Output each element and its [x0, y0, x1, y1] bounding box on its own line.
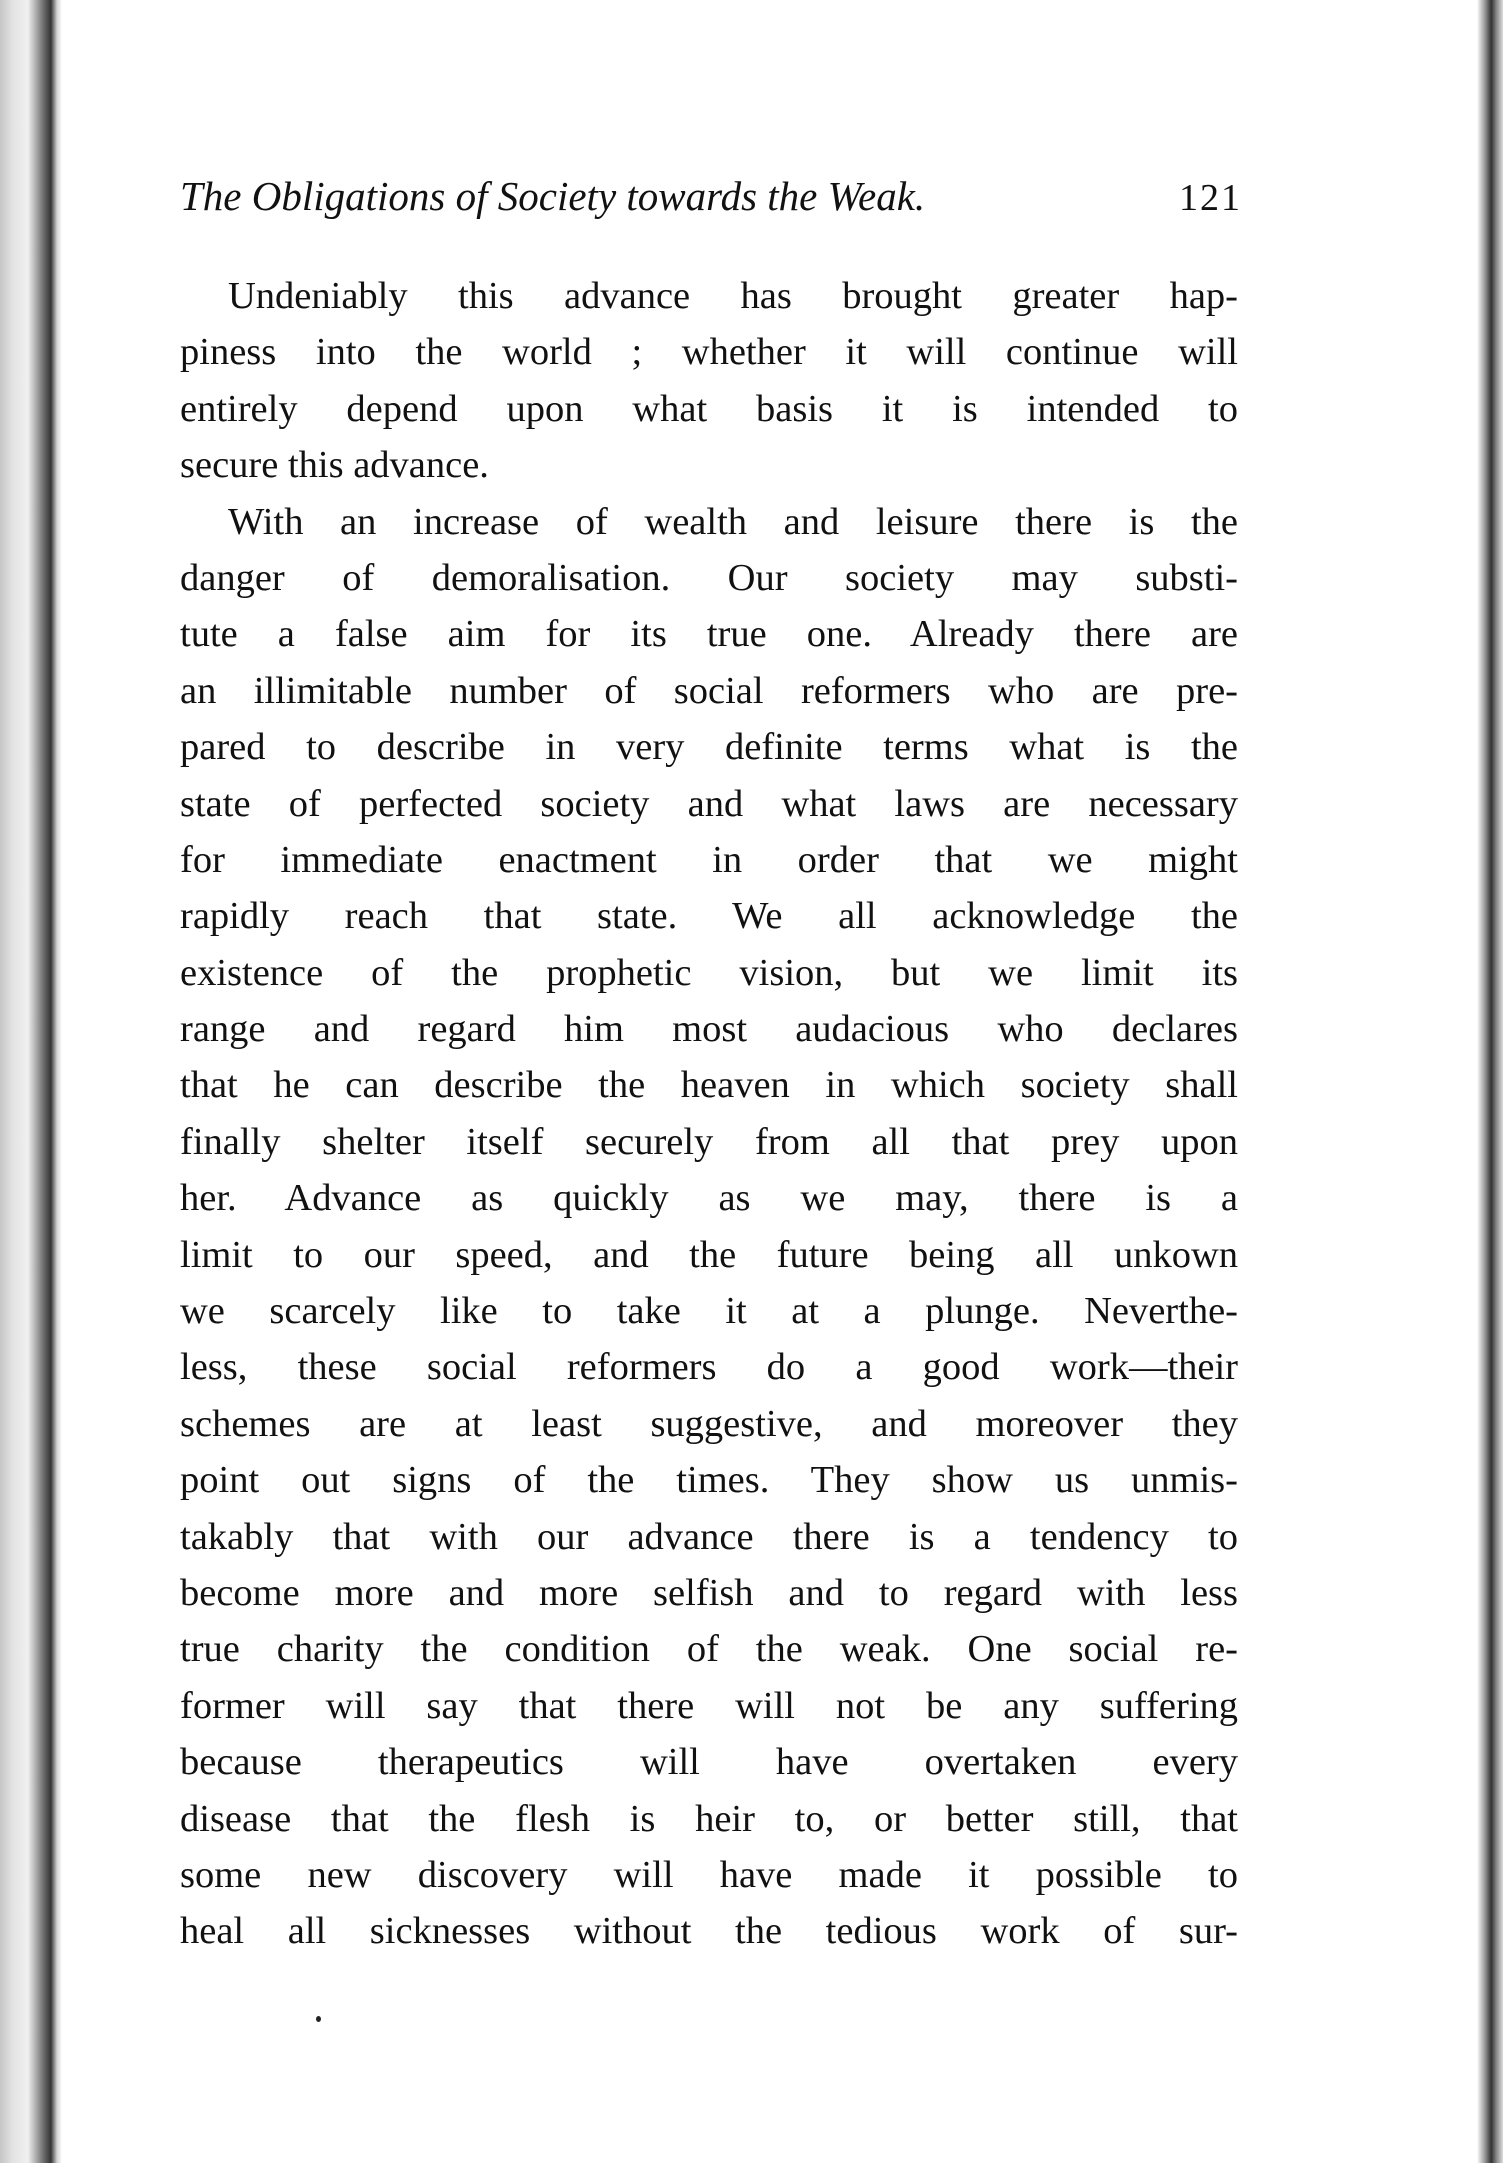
text-line-content: existence of the prophetic vision, but we limit its — [180, 951, 1238, 994]
text-line — [180, 1509, 1238, 1565]
text-line — [180, 1057, 1238, 1113]
text-line — [180, 1791, 1238, 1847]
text-line — [180, 1621, 1238, 1677]
text-line-content: some new discovery will have made it possible to — [180, 1853, 1238, 1896]
text-line-content: range and regard him most audacious who declares — [180, 1008, 1238, 1051]
text-line — [180, 324, 1238, 380]
text-line-content: state of perfected society and what laws are necessary — [180, 782, 1238, 825]
page-number: 121 — [1179, 177, 1242, 219]
text-line — [180, 437, 1238, 493]
ink-speck — [316, 2016, 321, 2022]
text-line — [180, 888, 1238, 944]
text-line-content: that he can describe the heaven in which society shall — [180, 1064, 1238, 1107]
text-line-content: rapidly reach that state. We all acknowledge the — [180, 895, 1238, 938]
body-text — [180, 268, 1238, 1960]
text-line-content: true charity the condition of the weak. One social re- — [180, 1628, 1238, 1671]
text-line — [180, 1114, 1238, 1170]
text-line-content: tute a false aim for its true one. Already there are — [180, 613, 1238, 656]
text-line — [180, 776, 1238, 832]
text-line — [180, 1339, 1238, 1395]
text-line-content: Undeniably this advance has brought greater hap- — [228, 275, 1238, 317]
text-line — [180, 663, 1238, 719]
text-line-content: her. Advance as quickly as we may, there is a — [180, 1177, 1238, 1220]
text-line-content: become more and more selfish and to regard with less — [180, 1571, 1238, 1614]
text-line — [180, 494, 1238, 550]
text-line — [180, 945, 1238, 1001]
text-line — [180, 1001, 1238, 1057]
text-line — [180, 1227, 1238, 1283]
text-line-content: takably that with our advance there is a tendency to — [180, 1515, 1238, 1558]
text-line-content: With an increase of wealth and leisure there is the — [228, 500, 1238, 543]
text-line-content: entirely depend upon what basis it is intended to — [180, 387, 1238, 430]
running-title: The Obligations of Society towards the Weak. — [180, 173, 926, 219]
text-line-content: secure this advance. — [180, 444, 489, 487]
text-line — [180, 550, 1238, 606]
text-line-content: because therapeutics will have overtaken every — [180, 1741, 1238, 1784]
page-edge-right — [1477, 0, 1503, 2163]
text-line — [180, 268, 1238, 324]
text-line-content: schemes are at least suggestive, and moreover they — [180, 1402, 1238, 1445]
text-line-content: piness into the world ; whether it will continue will — [180, 331, 1238, 374]
text-line — [180, 1452, 1238, 1508]
text-line-content: an illimitable number of social reformers who are pre- — [180, 669, 1238, 712]
text-line-content: pared to describe in very definite terms what is the — [180, 726, 1238, 769]
text-line-content: point out signs of the times. They show us unmis- — [180, 1459, 1238, 1502]
text-line — [180, 1734, 1238, 1790]
text-line — [180, 1170, 1238, 1226]
book-binding-left — [0, 0, 62, 2163]
text-line — [180, 1396, 1238, 1452]
text-line — [180, 1903, 1238, 1959]
running-header — [180, 172, 1242, 228]
text-line-content: heal all sicknesses without the tedious work of sur- — [180, 1910, 1238, 1953]
text-line-content: finally shelter itself securely from all that prey upon — [180, 1120, 1238, 1163]
text-line-content: limit to our speed, and the future being all unkown — [180, 1233, 1238, 1276]
text-line — [180, 1283, 1238, 1339]
text-line — [180, 719, 1238, 775]
text-line — [180, 606, 1238, 662]
text-line-content: former will say that there will not be any suffering — [180, 1684, 1238, 1727]
text-line — [180, 1847, 1238, 1903]
text-line-content: we scarcely like to take it at a plunge. Neverthe- — [180, 1290, 1238, 1333]
text-line — [180, 1565, 1238, 1621]
text-line — [180, 1678, 1238, 1734]
text-line-content: less, these social reformers do a good work—their — [180, 1346, 1238, 1389]
text-line-content: danger of demoralisation. Our society may substi- — [180, 556, 1238, 599]
text-line-content: disease that the flesh is heir to, or better still, that — [180, 1797, 1238, 1840]
text-line-content: for immediate enactment in order that we might — [180, 838, 1238, 881]
text-line — [180, 381, 1238, 437]
text-line — [180, 832, 1238, 888]
